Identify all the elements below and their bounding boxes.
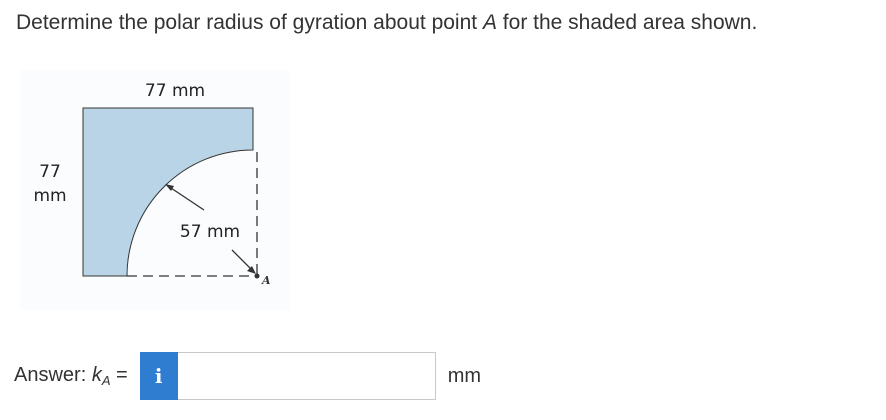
question-point-variable: A <box>482 11 497 34</box>
question-text-after: for the shaded area shown. <box>496 11 758 34</box>
point-a-marker <box>255 274 260 279</box>
left-dimension-value: 77 <box>39 162 61 182</box>
info-icon-glyph: i <box>154 364 163 388</box>
answer-row <box>14 352 481 400</box>
answer-subscript: A <box>101 373 111 388</box>
answer-label <box>14 364 128 388</box>
question-text <box>16 8 757 38</box>
question-text-before: Determine the polar radius of gyration about point <box>16 11 483 34</box>
answer-equals: = <box>110 364 128 386</box>
radius-dimension-label: 57 mm <box>179 222 241 242</box>
point-a-label: A <box>262 274 271 287</box>
figure-diagram <box>20 70 290 310</box>
answer-input[interactable] <box>178 352 436 400</box>
answer-unit: mm <box>447 364 482 387</box>
answer-variable: k <box>91 364 102 386</box>
answer-prefix: Answer: <box>14 364 92 386</box>
left-dimension-unit: mm <box>33 186 67 206</box>
shaded-area-figure <box>20 70 290 310</box>
info-icon[interactable] <box>140 352 178 400</box>
top-dimension-label: 77 mm <box>144 81 206 101</box>
